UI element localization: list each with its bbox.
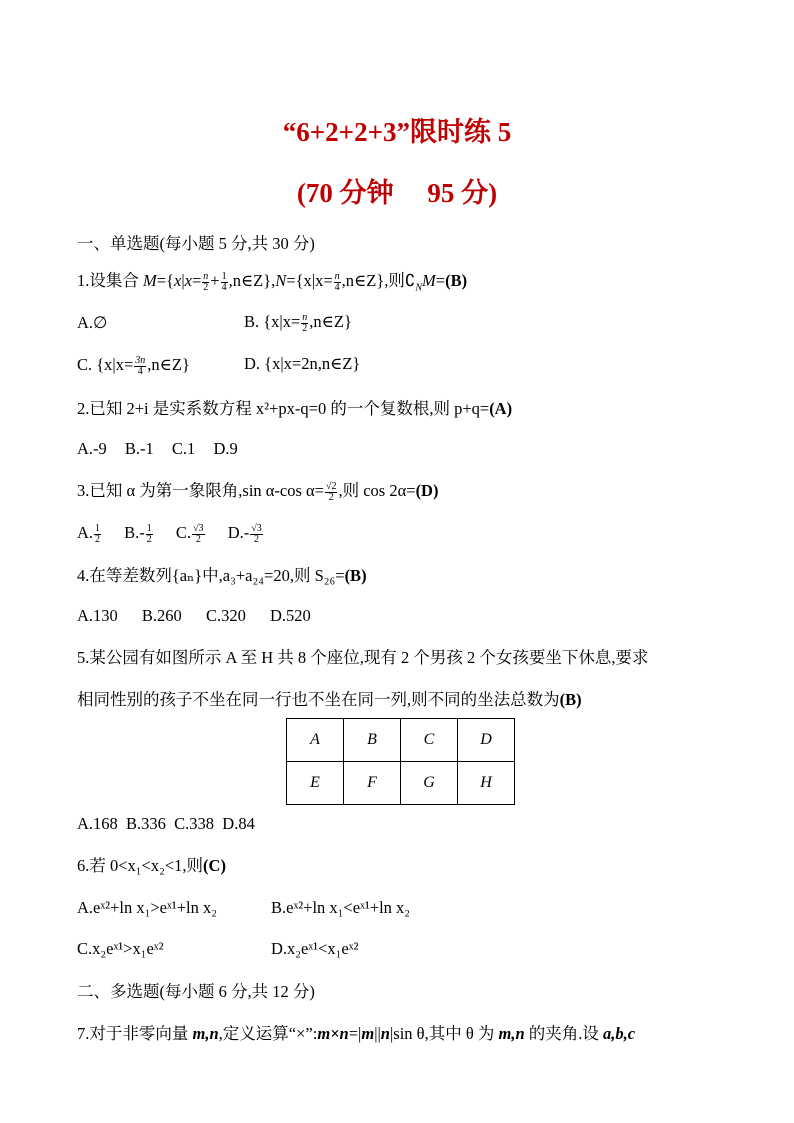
seat-c: C: [401, 719, 458, 762]
option-d: D. {x|x=2n,n∈Z}: [244, 354, 361, 373]
question-6-stem: 6.若 0<x₁<x₂<1,则(C): [77, 856, 226, 875]
option-c: C. $\frac{√3}{2}$: [175, 522, 204, 545]
fraction: $\frac{n}{4}$: [334, 270, 340, 293]
option-a: A. $\frac{1}{2}$: [77, 522, 101, 545]
option-c: C.1: [171, 439, 196, 458]
option-a: A.eˣ²+ln x₁>eˣ¹+ln x₂: [77, 898, 217, 917]
seat-h: H: [458, 762, 515, 805]
option-b: B.260: [141, 606, 182, 625]
question-4-stem: 4.在等差数列{aₙ}中,a₃+a₂₄=20,则 S₂₆=(B): [77, 566, 367, 585]
option-b: B.- $\frac{1}{2}$: [124, 522, 152, 545]
worksheet-subtitle: (70 分钟 95 分): [296, 178, 498, 208]
option-c: C.320: [205, 606, 246, 625]
section-multi-choice: 二、多选题(每小题 6 分,共 12 分): [77, 982, 315, 1001]
option-b: B.eˣ²+ln x₁<eˣ¹+ln x₂: [271, 898, 411, 917]
option-c: C. {x|x= $\frac{3n}{4}$ ,n∈Z}: [77, 354, 190, 377]
option-b: B. {x|x= $\frac{n}{2}$ ,n∈Z}: [244, 311, 352, 334]
seat-a: A: [287, 719, 344, 762]
option-a: A.130: [77, 606, 118, 625]
question-5-line2: 相同性别的孩子不坐在同一行也不坐在同一列,则不同的坐法总数为(B): [77, 690, 582, 709]
answer-q1: (B): [445, 271, 468, 290]
section-single-choice: 一、单选题(每小题 5 分,共 30 分): [77, 234, 315, 253]
seat-f: F: [344, 762, 401, 805]
question-5-options: A.168 B.336 C.338 D.84: [77, 814, 255, 833]
seat-grid: [286, 718, 515, 805]
question-3-stem: 3.已知 α 为第一象限角,sin α-cos α= $\frac{√2}{2}$ ,则 cos 2α=(D): [77, 480, 439, 503]
seat-e: E: [287, 762, 344, 805]
question-4-options: [77, 605, 311, 627]
answer-q6: (C): [203, 856, 226, 875]
fraction: $\frac{1}{4}$: [221, 270, 227, 293]
option-b: B.-1: [124, 439, 154, 458]
worksheet-title: “6+2+2+3”限时练 5: [282, 117, 512, 147]
option-a: A.∅: [77, 313, 108, 332]
option-d: D.x₂eˣ¹<x₁eˣ²: [271, 939, 359, 958]
option-a: A.-9: [77, 439, 107, 458]
question-3-options: [77, 522, 264, 545]
option-c: C.x₂eˣ¹>x₁eˣ²: [77, 939, 164, 958]
question-5-line1: 5.某公园有如图所示 A 至 H 共 8 个座位,现有 2 个男孩 2 个女孩要坐下休息,要求: [77, 648, 649, 667]
option-d: D.9: [213, 439, 238, 458]
seat-d: D: [458, 719, 515, 762]
answer-q2: (A): [489, 399, 513, 418]
option-d: D.520: [269, 606, 311, 625]
option-d: D.- $\frac{√3}{2}$: [227, 522, 262, 545]
answer-q5: (B): [559, 690, 582, 709]
question-2-options: [77, 438, 238, 460]
seat-g: G: [401, 762, 458, 805]
question-7-stem: 7.对于非零向量 m,n,定义运算“×”:m×n=|m||n|sin θ,其中 θ 为 m,n 的夹角.设 a,b,c: [77, 1024, 636, 1043]
question-2-stem: 2.已知 2+i 是实系数方程 x²+px-q=0 的一个复数根,则 p+q=(A): [77, 399, 513, 418]
question-1-stem: 1.设集合 M={x|x= $\frac{n}{2}$ + $\frac{1}{4}$ ,n∈Z},N={x|x= $\frac{n}{4}$ ,n∈Z},则$∁_NM=(B)$: [77, 270, 468, 294]
answer-q4: (B): [344, 566, 367, 585]
answer-q3: (D): [415, 481, 439, 500]
question-1-options-row1: [77, 312, 107, 334]
seat-b: B: [344, 719, 401, 762]
fraction: $\frac{n}{2}$: [203, 270, 209, 293]
